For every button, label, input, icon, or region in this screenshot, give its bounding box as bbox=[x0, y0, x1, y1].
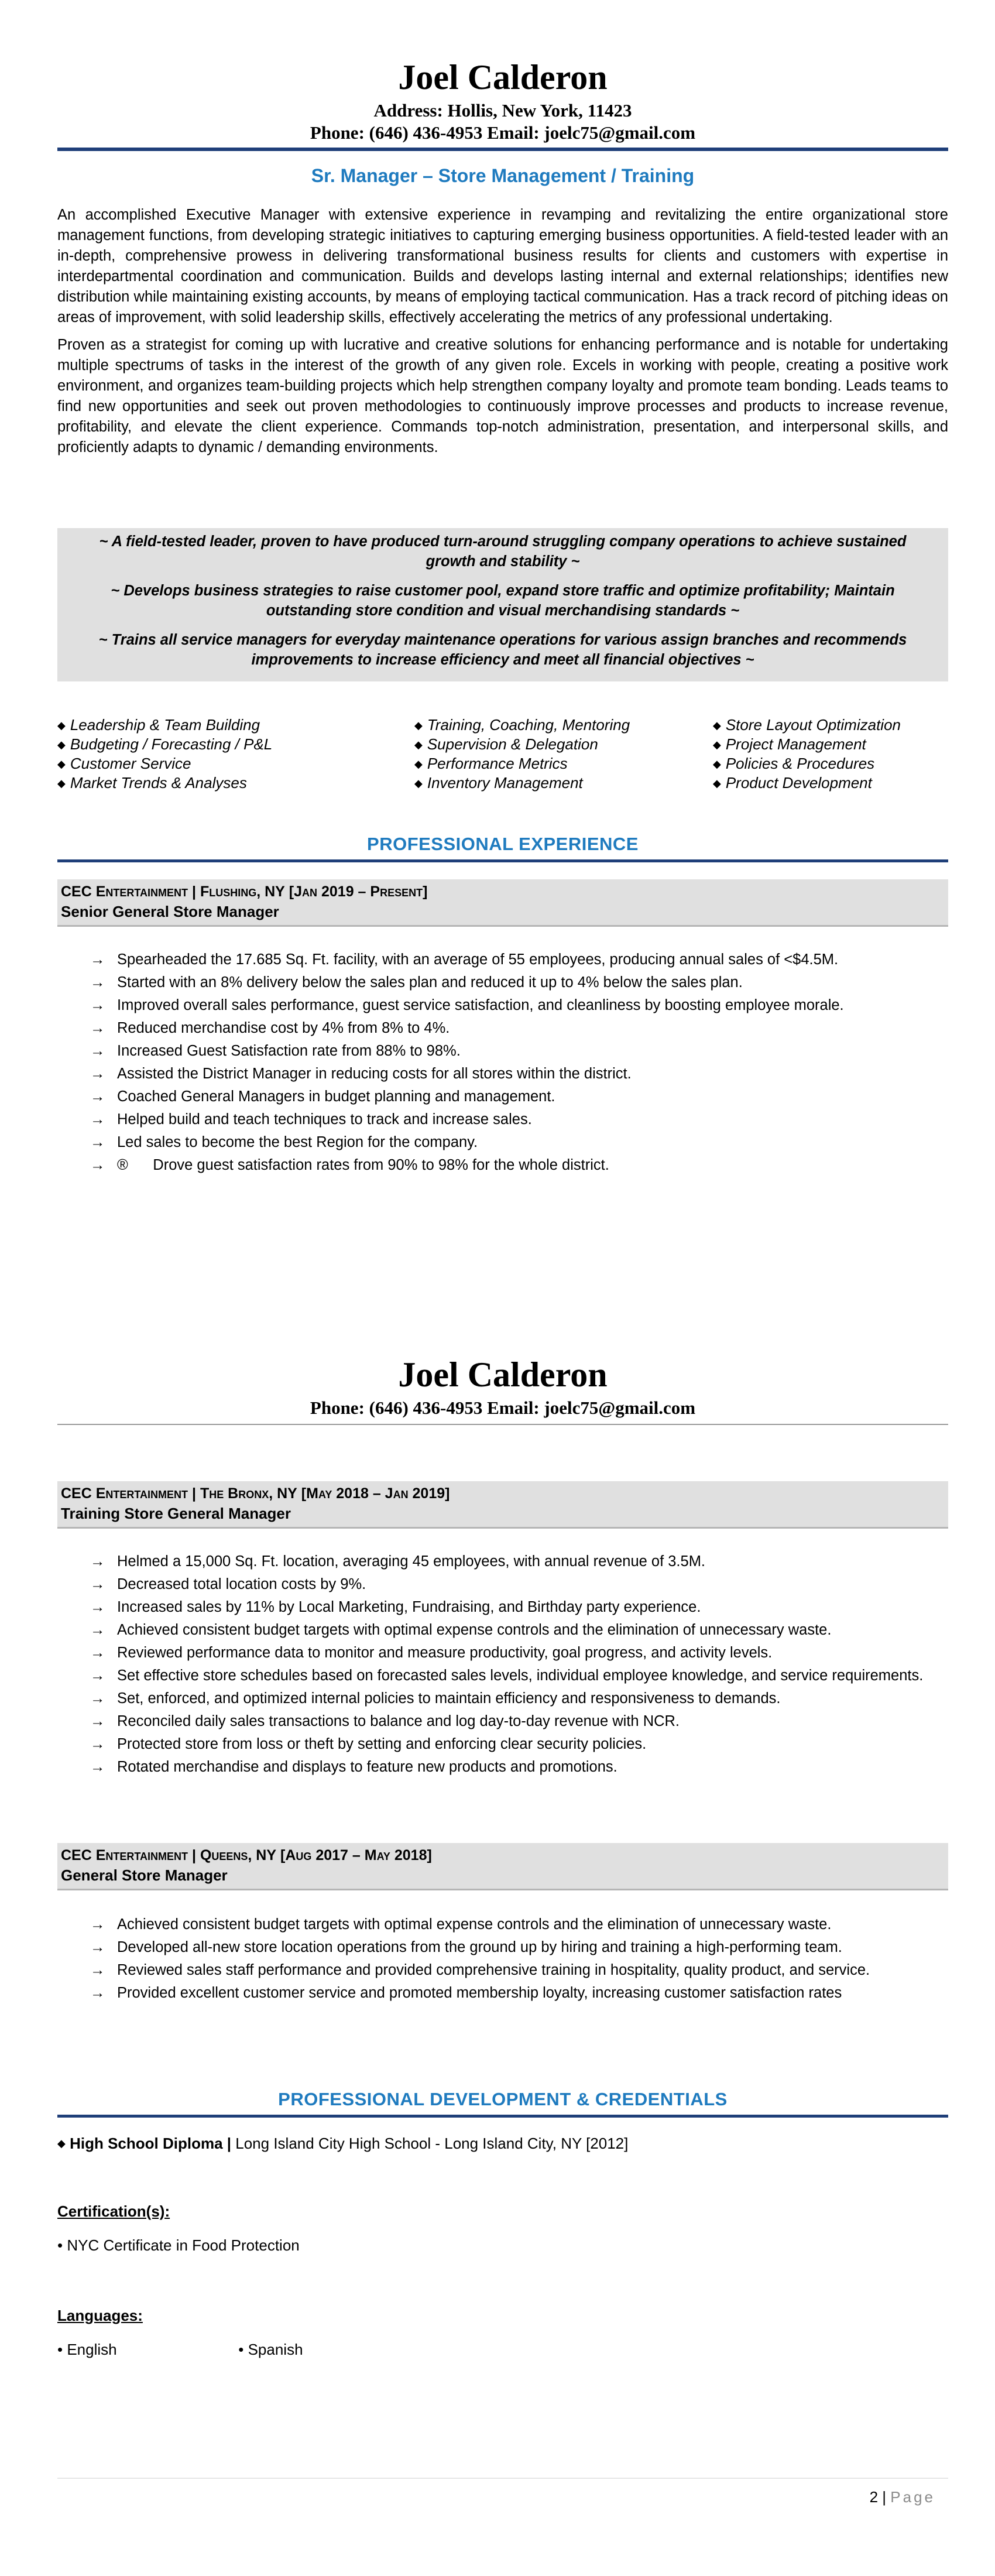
list-item: → Set, enforced, and optimized internal policies to maintain efficiency and responsiveness to demands. bbox=[117, 1687, 948, 1710]
languages-heading: Languages: bbox=[57, 2307, 143, 2324]
contact-line: Phone: (646) 436-4953 Email: joelc75@gmail.com bbox=[310, 122, 696, 143]
resume-header-page2 bbox=[57, 1356, 948, 1419]
job-header bbox=[57, 879, 948, 927]
page-separator: | bbox=[882, 2488, 887, 2506]
arrow-bullet-icon: → bbox=[90, 1736, 105, 1752]
list-item: → Set effective store schedules based on forecasted sales levels, individual employee knowledge, and service requirements. bbox=[117, 1666, 948, 1686]
list-item: → Increased Guest Satisfaction rate from 88% to 98%. bbox=[117, 1040, 948, 1063]
arrow-bullet-icon: → bbox=[90, 1088, 105, 1105]
arrow-bullet-icon: → bbox=[90, 1576, 105, 1592]
education-degree: High School Diploma | bbox=[70, 2135, 232, 2152]
header-divider bbox=[57, 148, 948, 151]
list-item: → Increased sales by 11% by Local Marketing, Fundraising, and Birthday party experience. bbox=[117, 1596, 948, 1619]
list-item: → Reduced merchandise cost by 4% from 8% to 4%. bbox=[117, 1017, 948, 1040]
experience-divider bbox=[57, 859, 948, 862]
list-item: → Achieved consistent budget targets with optimal expense controls and the elimination of unnecessary waste. bbox=[117, 1913, 948, 1936]
highlights-banner bbox=[57, 528, 948, 681]
job-header bbox=[57, 1481, 948, 1529]
skill-item: ◆ Training, Coaching, Mentoring bbox=[414, 716, 630, 734]
skill-item: ◆ Performance Metrics bbox=[414, 755, 568, 772]
education-entry bbox=[57, 2133, 948, 2153]
diamond-bullet-icon: ◆ bbox=[57, 720, 66, 731]
resume-header-page1 bbox=[57, 59, 948, 144]
arrow-bullet-icon: → bbox=[90, 1066, 105, 1082]
list-item: → Decreased total location costs by 9%. bbox=[117, 1573, 948, 1596]
arrow-bullet-icon: → bbox=[90, 1985, 105, 2001]
arrow-bullet-icon: → bbox=[90, 951, 105, 968]
footer-divider bbox=[57, 2478, 948, 2479]
experience-section-title: PROFESSIONAL EXPERIENCE bbox=[367, 834, 639, 854]
diamond-bullet-icon: ◆ bbox=[57, 2137, 66, 2149]
list-item: → Provided excellent customer service and promoted membership loyalty, increasing customer satisfaction rates bbox=[117, 1982, 948, 2005]
job-achievements bbox=[57, 1913, 948, 2005]
job-title: Senior General Store Manager bbox=[61, 903, 279, 920]
diamond-bullet-icon: ◆ bbox=[713, 758, 721, 770]
arrow-bullet-icon: → bbox=[90, 1622, 105, 1638]
list-item: → Helmed a 15,000 Sq. Ft. location, averaging 45 employees, with annual revenue of 3.5M. bbox=[117, 1550, 948, 1573]
arrow-bullet-icon: → bbox=[90, 1020, 105, 1036]
list-item: → Started with an 8% delivery below the sales plan and reduced it up to 4% below the sales plan. bbox=[117, 971, 948, 994]
diamond-bullet-icon: ◆ bbox=[713, 739, 721, 751]
diamond-bullet-icon: ◆ bbox=[414, 720, 423, 731]
job-company-line: CEC Entertainment | Queens, NY [Aug 2017 – May 2018] bbox=[61, 1847, 432, 1864]
skill-item: ◆ Store Layout Optimization bbox=[713, 716, 901, 734]
arrow-bullet-icon: → bbox=[90, 1916, 105, 1933]
professional-headline: Sr. Manager – Store Management / Training bbox=[311, 165, 695, 186]
address-line: Address: Hollis, New York, 11423 bbox=[373, 100, 632, 121]
list-item: → Led sales to become the best Region for the company. bbox=[117, 1131, 948, 1154]
diamond-bullet-icon: ◆ bbox=[57, 758, 66, 770]
arrow-bullet-icon: → bbox=[90, 1939, 105, 1955]
diamond-bullet-icon: ◆ bbox=[57, 777, 66, 789]
list-item: → Reviewed sales staff performance and provided comprehensive training in hospitality, quality product, and service. bbox=[117, 1961, 948, 1980]
credentials-divider bbox=[57, 2115, 948, 2118]
list-item: → Achieved consistent budget targets with optimal expense controls and the elimination of unnecessary waste. bbox=[117, 1619, 948, 1642]
job-achievements bbox=[57, 948, 948, 1177]
page-label: Page bbox=[890, 2488, 935, 2506]
arrow-bullet-icon: → bbox=[90, 997, 105, 1013]
skill-item: ◆ Product Development bbox=[713, 774, 872, 792]
languages-list bbox=[57, 2339, 948, 2359]
dot-bullet-icon: • bbox=[238, 2341, 244, 2358]
certifications-heading: Certification(s): bbox=[57, 2202, 170, 2220]
summary-section bbox=[57, 205, 948, 458]
education-detail: Long Island City High School - Long Island City, NY [2012] bbox=[235, 2135, 629, 2152]
arrow-bullet-icon: → bbox=[90, 1043, 105, 1059]
arrow-bullet-icon: → bbox=[90, 1962, 105, 1978]
certification-item: • NYC Certificate in Food Protection bbox=[57, 2236, 300, 2254]
list-item: → Improved overall sales performance, guest service satisfaction, and cleanliness by boosting employee morale. bbox=[117, 994, 948, 1017]
job-company-line: CEC Entertainment | The Bronx, NY [May 2018 – Jan 2019] bbox=[61, 1485, 450, 1502]
page-number: 2 bbox=[869, 2488, 879, 2506]
skill-item: ◆ Customer Service bbox=[57, 755, 191, 772]
core-skills-grid bbox=[57, 715, 948, 793]
banner-statement-2: ~ Develops business strategies to raise customer pool, expand store traffic and optimize profitability; Maintain outstanding store condition and visual merchandising standards ~ bbox=[111, 583, 895, 619]
arrow-bullet-icon: → bbox=[90, 1667, 105, 1684]
arrow-bullet-icon: → bbox=[90, 974, 105, 991]
summary-paragraph-1: An accomplished Executive Manager with extensive experience in revamping and revitalizing the entire organizational store management functions, from developing strategic initiatives to capturing emerging business opportunities. A field-tested leader with an in-depth, comprehensive prowess in delivering transformational business results for clients and customers with expertise in interdepartmental coordination and communication. Builds and develops lasting internal and external relationships; identifies new distribution while maintaining existing accounts, by means of employing tactical communication. Has a track record of pitching ideas on areas of improvement, with solid leadership skills, effectively accelerating the metrics of any professional undertaking. bbox=[57, 207, 948, 326]
diamond-bullet-icon: ◆ bbox=[713, 720, 721, 731]
list-item: → Helped build and teach techniques to track and increase sales. bbox=[117, 1108, 948, 1131]
diamond-bullet-icon: ◆ bbox=[414, 758, 423, 770]
arrow-bullet-icon: → bbox=[90, 1111, 105, 1128]
job-title: General Store Manager bbox=[61, 1866, 228, 1884]
candidate-name: Joel Calderon bbox=[398, 1355, 608, 1394]
arrow-bullet-icon: → bbox=[90, 1157, 105, 1173]
candidate-name: Joel Calderon bbox=[398, 58, 608, 97]
skill-item: ◆ Supervision & Delegation bbox=[414, 735, 598, 753]
dot-bullet-icon: • bbox=[57, 2341, 63, 2358]
arrow-bullet-icon: → bbox=[90, 1713, 105, 1729]
arrow-bullet-icon: → bbox=[90, 1599, 105, 1615]
list-item: → ® Drove guest satisfaction rates from 90% to 98% for the whole district. bbox=[117, 1154, 948, 1177]
page-number-footer bbox=[57, 2488, 948, 2506]
arrow-bullet-icon: → bbox=[90, 1645, 105, 1661]
banner-statement-3: ~ Trains all service managers for everyday maintenance operations for various assign branches and recommends improvements to increase efficiency and meet all financial objectives ~ bbox=[98, 632, 907, 668]
skill-item: ◆ Project Management bbox=[713, 735, 866, 753]
header-divider bbox=[57, 1424, 948, 1425]
skill-item: ◆ Leadership & Team Building bbox=[57, 716, 260, 734]
list-item: → Reconciled daily sales transactions to balance and log day-to-day revenue with NCR. bbox=[117, 1710, 948, 1733]
diamond-bullet-icon: ◆ bbox=[57, 739, 66, 751]
list-item: → Reviewed performance data to monitor and measure productivity, goal progress, and activity levels. bbox=[117, 1642, 948, 1664]
contact-line: Phone: (646) 436-4953 Email: joelc75@gmail.com bbox=[310, 1397, 696, 1418]
language-item: • English bbox=[57, 2341, 117, 2358]
job-title: Training Store General Manager bbox=[61, 1505, 291, 1522]
skill-item: ◆ Policies & Procedures bbox=[713, 755, 875, 772]
list-item: → Developed all-new store location operations from the ground up by hiring and training a high-performing team. bbox=[117, 1936, 948, 1959]
arrow-bullet-icon: → bbox=[90, 1553, 105, 1570]
arrow-bullet-icon: → bbox=[90, 1759, 105, 1775]
list-item: → Rotated merchandise and displays to feature new products and promotions. bbox=[117, 1756, 948, 1779]
job-achievements bbox=[57, 1550, 948, 1779]
arrow-bullet-icon: → bbox=[90, 1690, 105, 1707]
job-header bbox=[57, 1843, 948, 1890]
credentials-section-title: PROFESSIONAL DEVELOPMENT & CREDENTIALS bbox=[278, 2089, 728, 2109]
summary-paragraph-2: Proven as a strategist for coming up with lucrative and creative solutions for enhancing performance and is notable for undertaking multiple spectrums of tasks in the interest of the growth of any given role. Excels in working with people, creating a positive work environment, and organizes team-building projects which help strengthen company loyalty and promote team bonding. Leads teams to find new opportunities and seek out proven methodologies to continuously improve processes and products to increase revenue, profitability, and elevate the client experience. Commands top-notch administration, presentation, and interpersonal skills, and proficiently adapts to dynamic / demanding environments. bbox=[57, 337, 948, 455]
job-company-line: CEC Entertainment | Flushing, NY [Jan 2019 – Present] bbox=[61, 883, 428, 900]
dot-bullet-icon: • bbox=[57, 2236, 63, 2254]
list-item: → Spearheaded the 17.685 Sq. Ft. facility, with an average of 55 employees, producing annual sales of <$4.5M. bbox=[117, 948, 948, 971]
skill-item: ◆ Market Trends & Analyses bbox=[57, 774, 247, 792]
arrow-bullet-icon: → bbox=[90, 1134, 105, 1150]
skill-item: ◆ Inventory Management bbox=[414, 774, 583, 792]
banner-statement-1: ~ A field-tested leader, proven to have produced turn-around struggling company operations to achieve sustained growth and stability ~ bbox=[99, 533, 907, 570]
diamond-bullet-icon: ◆ bbox=[414, 739, 423, 751]
list-item: → Coached General Managers in budget planning and management. bbox=[117, 1085, 948, 1108]
list-item: → Protected store from loss or theft by setting and enforcing clear security policies. bbox=[117, 1733, 948, 1756]
diamond-bullet-icon: ◆ bbox=[713, 777, 721, 789]
language-item: • Spanish bbox=[238, 2341, 303, 2358]
skill-item: ◆ Budgeting / Forecasting / P&L bbox=[57, 735, 273, 753]
diamond-bullet-icon: ◆ bbox=[414, 777, 423, 789]
list-item: → Assisted the District Manager in reducing costs for all stores within the district. bbox=[117, 1063, 948, 1085]
